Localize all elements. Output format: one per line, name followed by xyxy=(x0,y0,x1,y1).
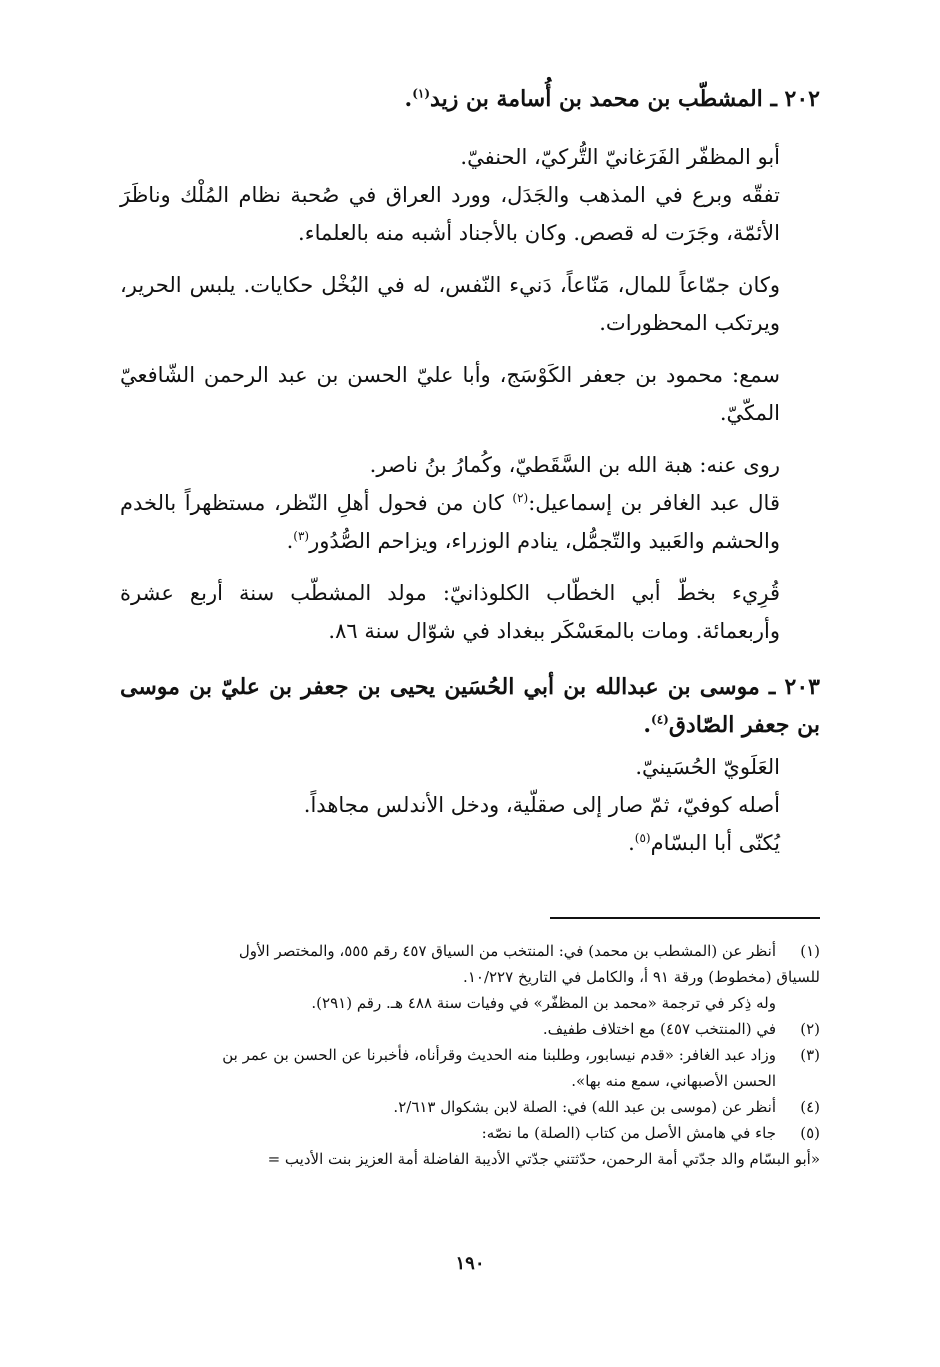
footnote-1 xyxy=(120,938,820,964)
footnote-5 xyxy=(120,1120,820,1146)
footnote-ref-5[interactable]: (٥) xyxy=(634,831,651,845)
footnote-1-continuation: للسياق (مخطوط) ورقة ٩١ أ، والكامل في التاريخ ١٠/٢٢٧. xyxy=(463,968,820,986)
footnote-3 xyxy=(120,1042,820,1068)
footnote-ref-2[interactable]: (٢) xyxy=(512,491,529,505)
page-number: ١٩٠ xyxy=(455,1253,485,1274)
entry-203-line-2: أصله كوفيّ، ثمّ صار إلى صقلّية، ودخل الأندلس مجاهداً. xyxy=(303,793,780,817)
quote-part-b: كان من فحول أهلِ النّظر، مستظهراً بالخدم والحشم والعَبيد والتّجمُّل، ينادم الوزراء، ويزاحم الصُّدُور xyxy=(120,491,780,553)
footnote-number-4: (٤) xyxy=(800,1098,820,1116)
footnote-ref-4[interactable]: (٤) xyxy=(651,712,669,727)
entry-202-title-text: ٢٠٢ ـ المشطّب بن محمد بن أُسامة بن زيد xyxy=(430,86,820,112)
footnote-3-continuation: الحسن الأصبهاني، سمع منه بها». xyxy=(571,1072,776,1090)
entry-202-line-5: روى عنه: هبة الله بن السَّقَطيّ، وكُمارُ بنُ ناصر. xyxy=(369,453,780,477)
entry-202-line-4: سمع: محمود بن جعفر الكَوْسَج، وأبا عليّ الحسن بن عبد الرحمن الشّافعيّ المكّيّ. xyxy=(120,363,780,425)
footnote-2 xyxy=(120,1016,820,1042)
footnote-1-extra: وله ذِكر في ترجمة «محمد بن المظفّر» في وفيات سنة ٤٨٨ هـ. رقم (٢٩١). xyxy=(311,994,776,1012)
footnotes xyxy=(120,938,820,1172)
footnote-5-quote: «أبو البسّام والد جدّتي أمة الرحمن، حدّثتني جدّتي الأديبة الفاضلة أمة العزيز بنت الأديب = xyxy=(267,1150,820,1168)
entry-202-line-3: وكان جمّاعاً للمال، مَنّاعاً، دَنيء النّفس، له في البُخْل حكايات. يلبس الحرير، ويرتكب المحظورات. xyxy=(120,273,780,335)
footnote-2-text: في (المنتخب ٤٥٧) مع اختلاف طفيف. xyxy=(542,1020,776,1038)
footnote-number-1: (١) xyxy=(800,942,820,960)
footnote-ref-1[interactable]: (١) xyxy=(412,86,431,101)
footnote-number-5: (٥) xyxy=(800,1124,820,1142)
footnote-1-text: أنظر عن (المشطب بن محمد) في: المنتخب من السياق ٤٥٧ رقم ٥٥٥، والمختصر الأول xyxy=(238,942,776,960)
main-text xyxy=(120,80,820,862)
entry-203-line-3 xyxy=(120,824,820,862)
entry-203-title xyxy=(120,668,820,744)
entry-203-last-end: . xyxy=(628,831,635,855)
quote-end: . xyxy=(286,529,294,553)
entry-203-title-text: ٢٠٣ ـ موسى بن عبدالله بن أبي الحُسَين يحيى بن جعفر بن عليّ بن موسى بن جعفر الصّادق xyxy=(120,674,820,738)
entry-202-last: قُرِيء بخطّ أبي الخطّاب الكلوذانيّ: مولد المشطّب سنة أربع عشرة وأربعمائة. ومات بالمعَسْكَر ببغداد في شوّال سنة ٨٦. xyxy=(120,581,780,643)
quote-part-a: قال عبد الغافر بن إسماعيل: xyxy=(528,491,780,515)
footnote-3-text: وزاد عبد الغافر: «قدم نيسابور، وطلبنا منه الحديث وقرأناه، فأخبرنا عن الحسن بن عمر بن xyxy=(222,1046,776,1064)
footnote-4-text: أنظر عن (موسى بن عبد الله) في: الصلة لابن بشكوال ٢/٦١٣. xyxy=(393,1098,776,1116)
footnote-number-3: (٣) xyxy=(800,1046,820,1064)
entry-203-line-1: العَلَويّ الحُسَينيّ. xyxy=(635,755,780,779)
entry-202-quote xyxy=(120,484,820,560)
footnote-number-2: (٢) xyxy=(800,1020,820,1038)
footnote-ref-3[interactable]: (٣) xyxy=(293,529,310,543)
entry-202-title xyxy=(120,80,820,118)
footnote-5-text: جاء في هامش الأصل من كتاب (الصلة) ما نصّه: xyxy=(481,1124,776,1142)
entry-202-line-1: أبو المظفّر الفَرَغانيّ التُّركيّ، الحنفيّ. xyxy=(460,145,780,169)
footnote-divider xyxy=(550,917,820,919)
footnote-4 xyxy=(120,1094,820,1120)
entry-203-last-text: يُكنّى أبا البسّام xyxy=(650,831,780,855)
entry-203-title-end: . xyxy=(643,712,652,738)
entry-202-title-end: . xyxy=(404,86,413,112)
entry-202-line-2: تفقّه وبرع في المذهب والجَدَل، وورد العراق في صُحبة نظام المُلْك وناظَرَ الأئمّة، وجَرَت له قصص. وكان بالأجناد أشبه منه بالعلماء. xyxy=(120,183,780,245)
